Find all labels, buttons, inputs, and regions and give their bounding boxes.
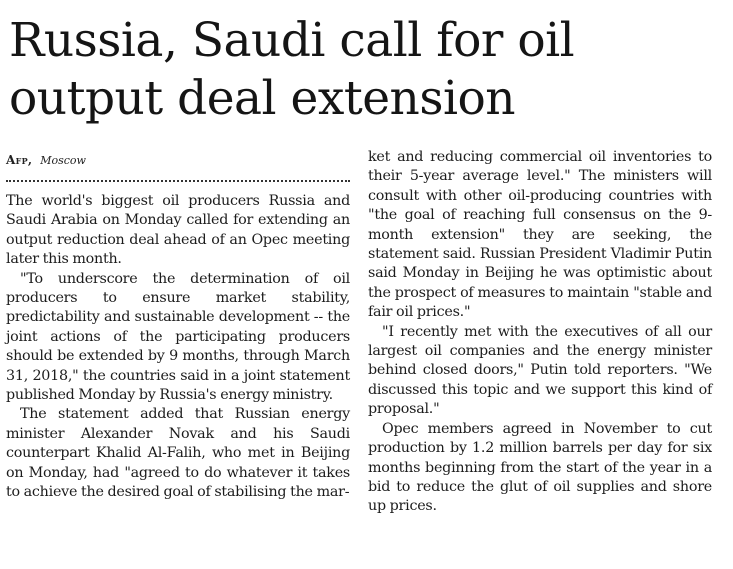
paragraph: The statement added that Russian energy minister Alexander Novak and his Saudi counterpart Khalid Al-Falih, who met in Beijing on Monday, had "agreed to do whatever it takes to achieve the desired goal of stabilising the mar- <box>6 406 350 501</box>
byline-place: Moscow <box>40 154 86 167</box>
byline-agency: Afp, <box>6 153 33 167</box>
paragraph: Opec members agreed in November to cut production by 1.2 million barrels per day for six months beginning from the start of the year in a bid to reduce the glut of oil supplies and shore up prices. <box>368 420 712 515</box>
paragraph: "I recently met with the executives of all our largest oil companies and the energy minister behind closed doors," Putin told reporters. "We discussed this topic and we support this kind of proposal." <box>368 323 712 418</box>
left-column <box>6 192 350 503</box>
paragraph: "To underscore the determination of oil producers to ensure market stability, predictability and sustainable development -- the joint actions of the participating producers should be extended by 9 months, through March 31, 2018," the countries said in a joint statement published Monday by Russia's energy ministry. <box>6 270 350 404</box>
right-column <box>368 148 712 517</box>
paragraph: ket and reducing commercial oil inventories to their 5-year average level." The ministers will consult with other oil-producing countries with "the goal of reaching full consensus on the 9-month extension" they are seeking, the statement said. Russian President Vladimir Putin said Monday in Beijing he was optimistic about the prospect of measures to maintain "stable and fair oil prices." <box>368 149 712 321</box>
paragraph: The world's biggest oil producers Russia and Saudi Arabia on Monday called for extending an output reduction deal ahead of an Opec meeting later this month. <box>6 193 350 268</box>
dotted-separator <box>6 180 350 182</box>
article-headline: Russia, Saudi call for oil output deal extension <box>9 13 575 126</box>
byline <box>6 152 350 169</box>
